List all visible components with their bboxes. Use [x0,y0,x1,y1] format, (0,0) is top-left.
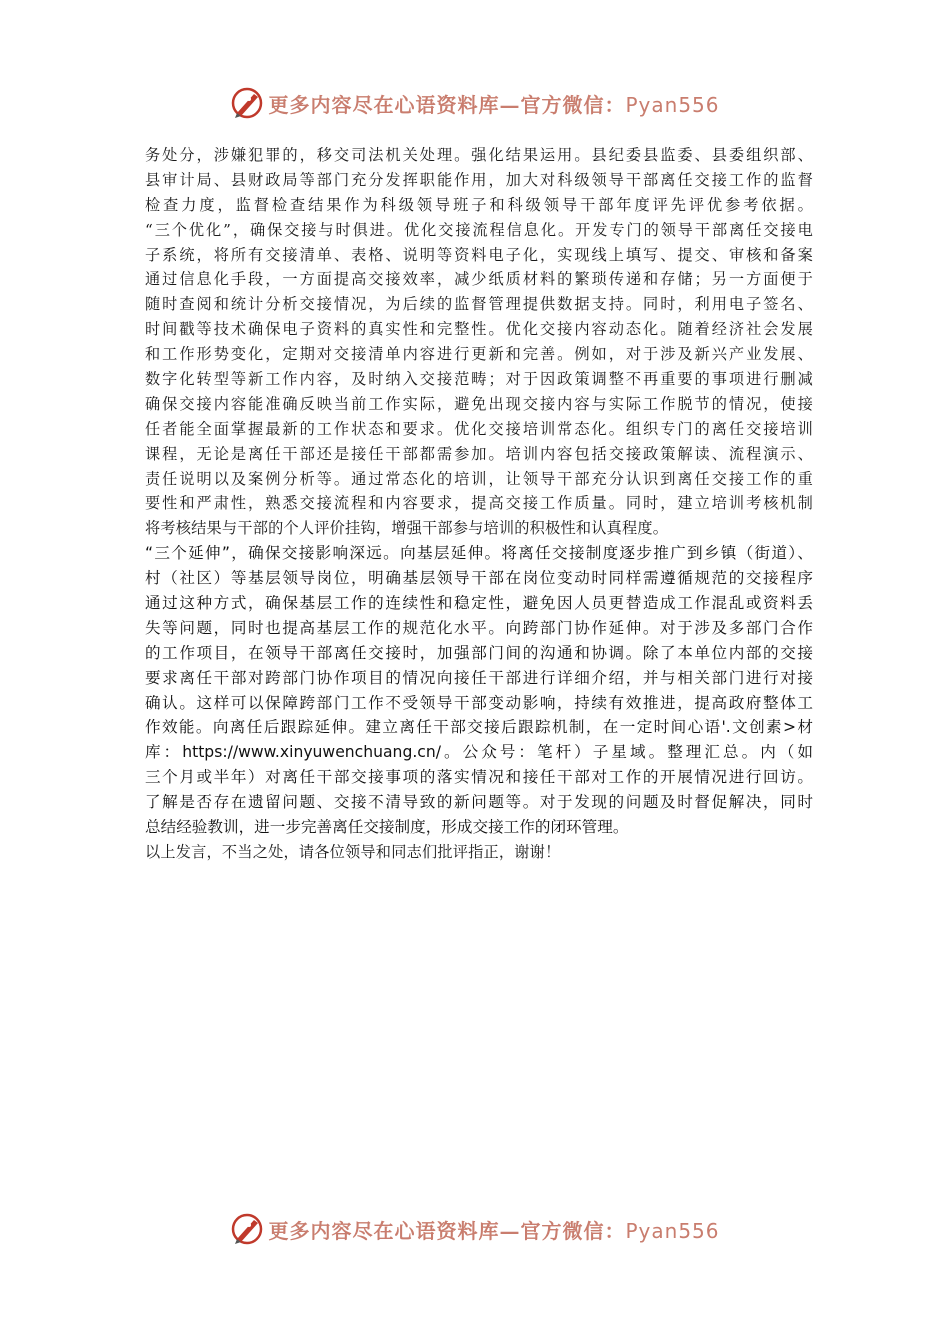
body-line: 作效能。向离任后跟踪延伸。建立离任干部交接后跟踪机制，在一定时间心语'.文创素>材 [145,718,813,737]
body-line: 三个月或半年）对离任干部交接事项的落实情况和接任干部对工作的开展情况进行回访。 [145,768,813,787]
body-line: 将考核结果与干部的个人评价挂钩，增强干部参与培训的积极性和认真程度。 [145,519,669,538]
body-line: 责任说明以及案例分析等。通过常态化的培训，让领导干部充分认识到离任交接工作的重 [145,469,813,488]
body-line: 和工作形势变化，定期对交接清单内容进行更新和完善。例如，对于涉及新兴产业发展、 [145,345,813,364]
document-body [145,143,813,865]
pen-logo-icon [230,1212,264,1246]
body-line: 子系统，将所有交接清单、表格、说明等资料电子化，实现线上填写、提交、审核和备案 [145,245,813,264]
body-line: 总结经验教训，进一步完善离任交接制度，形成交接工作的闭环管理。 [145,818,629,837]
body-line: 村（社区）等基层领导岗位，明确基层领导干部在岗位变动时同样需遵循规范的交接程序 [145,569,813,588]
body-line: 了解是否存在遗留问题、交接不清导致的新问题等。对于发现的问题及时督促解决，同时 [145,793,813,812]
body-line: “三个优化”，确保交接与时俱进。优化交接流程信息化。开发专门的领导干部离任交接电 [145,220,813,239]
body-line: 通过信息化手段，一方面提高交接效率，减少纸质材料的繁琐传递和存储；另一方面便于 [145,270,813,289]
pen-logo-icon [230,86,264,120]
body-line: “三个延伸”，确保交接影响深远。向基层延伸。将离任交接制度逐步推广到乡镇（街道）、 [145,544,813,563]
closing-line: 以上发言，不当之处，请各位领导和同志们批评指正，谢谢！ [145,842,561,861]
footer-banner [0,1209,950,1249]
wechat-handle: Pyan556 [625,92,720,117]
body-line: 确保交接内容能准确反映当前工作实际，避免出现交接内容与实际工作脱节的情况，使接 [145,394,813,413]
body-line: 数字化转型等新工作内容，及时纳入交接范畴；对于因政策调整不再重要的事项进行删减 [145,370,813,389]
body-line: 通过这种方式，确保基层工作的连续性和稳定性，避免因人员更替造成工作混乱或资料丢 [145,594,813,613]
body-line: 时间戳等技术确保电子资料的真实性和完整性。优化交接内容动态化。随着经济社会发展 [145,320,813,339]
body-line: 任者能全面掌握最新的工作状态和要求。优化交接培训常态化。组织专门的离任交接培训 [145,419,813,438]
footer-banner-text: 更多内容尽在心语资料库—官方微信：Pyan556 [268,1218,720,1243]
wechat-handle: Pyan556 [625,1218,720,1243]
body-line: 县审计局、县财政局等部门充分发挥职能作用，加大对科级领导干部离任交接工作的监督 [145,170,813,189]
header-banner [0,83,950,123]
body-line: 要性和严肃性，熟悉交接流程和内容要求，提高交接工作质量。同时，建立培训考核机制 [145,494,813,513]
body-line: 务处分，涉嫌犯罪的，移交司法机关处理。强化结果运用。县纪委县监委、县委组织部、 [145,146,813,164]
body-line: 检查力度，监督检查结果作为科级领导班子和科级领导干部年度评先评优参考依据。 [145,195,813,214]
header-banner-text: 更多内容尽在心语资料库—官方微信：Pyan556 [268,92,720,117]
body-line: 课程，无论是离任干部还是接任干部都需参加。培训内容包括交接政策解读、流程演示、 [145,444,813,463]
body-line: 要求离任干部对跨部门协作项目的情况向接任干部进行详细介绍，并与相关部门进行对接 [145,668,813,687]
body-line: 随时查阅和统计分析交接情况，为后续的监督管理提供数据支持。同时，利用电子签名、 [145,295,813,314]
body-line: 失等问题，同时也提高基层工作的规范化水平。向跨部门协作延伸。对于涉及多部门合作 [145,618,813,637]
body-line: 库：https://www.xinyuwenchuang.cn/。公众号：笔杆）子星域。整理汇总。内（如 [145,743,813,762]
body-line: 确认。这样可以保障跨部门工作不受领导干部变动影响，持续有效推进，提高政府整体工 [145,693,813,712]
body-line: 的工作项目，在领导干部离任交接时，加强部门间的沟通和协调。除了本单位内部的交接 [145,643,813,662]
